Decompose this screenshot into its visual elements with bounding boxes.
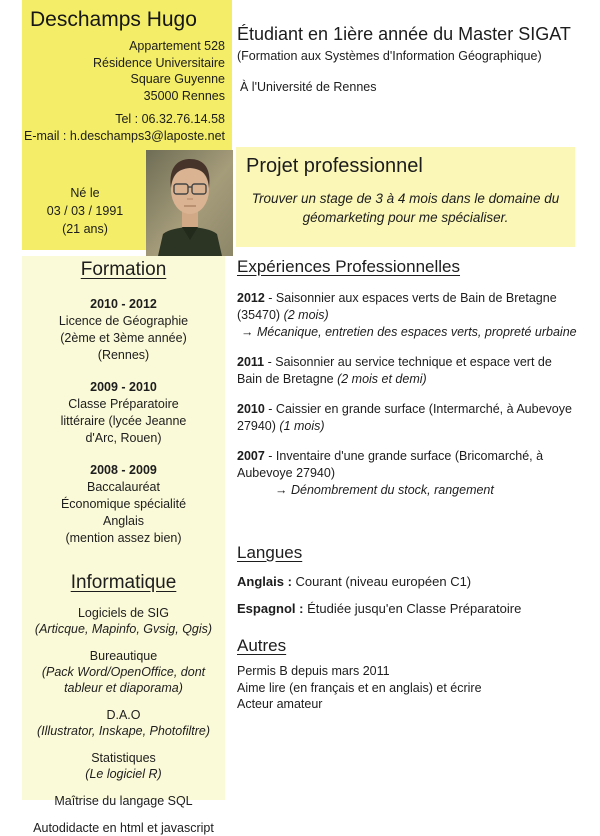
informatique-detail: (Pack Word/OpenOffice, dont tableur et diaporama) — [41, 665, 206, 695]
page-title: Étudiant en 1ière année du Master SIGAT — [237, 24, 571, 44]
informatique-item — [22, 750, 225, 782]
informatique-item — [22, 820, 225, 836]
experience-entry — [237, 401, 580, 435]
experience-line — [237, 448, 580, 482]
projet-heading: Projet professionnel — [246, 155, 423, 177]
experience-line — [237, 401, 580, 435]
experience-year: 2010 — [237, 402, 265, 416]
experience-desc: - Saisonnier aux espaces verts de Bain de Bretagne (35470) — [237, 291, 557, 322]
page-subtitle: (Formation aux Systèmes d'Information Géographique) — [237, 49, 542, 63]
formation-line: Anglais — [103, 514, 144, 528]
experience-duration: (2 mois et demi) — [337, 372, 427, 386]
experience-year: 2011 — [237, 355, 265, 369]
informatique-detail: (Le logiciel R) — [85, 767, 162, 781]
language-item — [237, 573, 580, 590]
experience-note: → Mécanique, entretien des espaces verts, propreté urbaine — [241, 325, 577, 339]
formation-heading: Formation — [80, 259, 167, 280]
formation-line: Économique spécialité — [60, 497, 187, 511]
birth-line: 03 / 03 / 1991 — [46, 204, 124, 218]
email-address: E-mail : h.deschamps3@laposte.net — [24, 128, 225, 143]
language-label: Anglais : — [237, 574, 292, 589]
person-name: Deschamps Hugo — [30, 8, 197, 31]
experience-entry — [237, 448, 580, 499]
informatique-title: Maîtrise du langage SQL — [54, 794, 193, 808]
experience-duration: (2 mois) — [283, 308, 329, 322]
birth-info — [22, 184, 148, 238]
informatique-detail: (Articque, Mapinfo, Gvsig, Qgis) — [34, 622, 213, 636]
formation-line: d'Arc, Rouen) — [85, 431, 162, 445]
experience-line — [237, 354, 580, 388]
autres-section — [237, 636, 580, 713]
sidebar-body-block — [22, 256, 225, 835]
formation-entry — [22, 296, 225, 364]
address-line: Résidence Universitaire — [92, 55, 225, 70]
informatique-title: Logiciels de SIG — [77, 606, 170, 620]
formation-line: (mention assez bien) — [65, 531, 182, 545]
informatique-item — [22, 793, 225, 809]
formation-line: Licence de Géographie — [58, 314, 189, 328]
autres-lines — [237, 663, 580, 713]
university-line: À l'Université de Rennes — [240, 80, 377, 94]
formation-years: 2008 - 2009 — [90, 463, 157, 477]
langues-section — [237, 543, 580, 617]
profile-photo-graphic — [146, 150, 233, 256]
informatique-detail: (Illustrator, Inskape, Photofiltre) — [37, 724, 210, 738]
informatique-item — [22, 648, 225, 696]
experience-desc: - Inventaire d'une grande surface (Bricomarché, à Aubevoye 27940) — [237, 449, 544, 480]
language-value: Étudiée jusqu'en Classe Préparatoire — [307, 601, 522, 616]
formation-entry — [22, 379, 225, 447]
experience-note: → Dénombrement du stock, rangement — [275, 483, 494, 497]
formation-entry — [22, 462, 225, 547]
formation-years: 2010 - 2012 — [90, 297, 157, 311]
autres-line: Aime lire (en français et en anglais) et écrire — [237, 680, 482, 695]
informatique-title: Bureautique — [89, 649, 158, 663]
formation-line: Baccalauréat — [87, 480, 160, 494]
autres-line: Acteur amateur — [237, 697, 323, 711]
formation-years: 2009 - 2010 — [90, 380, 157, 394]
langues-heading: Langues — [237, 543, 303, 562]
experience-desc: - Saisonnier au service technique et espace vert de Bain de Bretagne — [237, 355, 552, 386]
formation-line: (Rennes) — [97, 348, 150, 362]
birth-line: Né le — [70, 186, 100, 200]
experience-entry — [237, 354, 580, 388]
informatique-item — [22, 605, 225, 637]
autres-heading: Autres — [237, 636, 287, 655]
experience-year: 2007 — [237, 449, 265, 463]
informatique-title: Statistiques — [91, 751, 156, 765]
informatique-item — [22, 707, 225, 739]
experience-desc: - Caissier en grande surface (Intermarché, à Aubevoye 27940) — [237, 402, 572, 433]
address-line: 35000 Rennes — [143, 88, 225, 103]
contact-block — [24, 38, 225, 144]
formation-line: Classe Préparatoire — [68, 397, 179, 411]
projet-text: Trouver un stage de 3 à 4 mois dans le domaine du géomarketing pour me spécialiser. — [251, 191, 560, 225]
informatique-title: D.A.O — [106, 708, 141, 722]
informatique-title: Autodidacte en html et javascript — [33, 821, 214, 835]
language-label: Espagnol : — [237, 601, 304, 616]
sidebar-header-block — [22, 0, 232, 250]
main-column — [237, 0, 580, 711]
projet-professionnel-box — [236, 147, 575, 247]
address-line: Appartement 528 — [129, 39, 225, 53]
main-content — [237, 257, 580, 713]
experience-line — [237, 290, 580, 324]
language-value: Courant (niveau européen C1) — [295, 574, 472, 589]
experiences-heading: Expériences Professionnelles — [237, 257, 461, 276]
experience-entry — [237, 290, 580, 341]
formation-line: littéraire (lycée Jeanne — [60, 414, 187, 428]
experience-duration: (1 mois) — [279, 419, 325, 433]
birth-line: (21 ans) — [62, 222, 108, 236]
formation-line: (2ème et 3ème année) — [60, 331, 187, 345]
language-item — [237, 600, 580, 617]
experience-year: 2012 — [237, 291, 265, 305]
profile-photo — [146, 150, 233, 256]
phone-number: Tel : 06.32.76.14.58 — [115, 112, 225, 126]
informatique-heading: Informatique — [70, 572, 177, 593]
address-line: Square Guyenne — [130, 72, 225, 86]
autres-line: Permis B depuis mars 2011 — [237, 664, 390, 678]
